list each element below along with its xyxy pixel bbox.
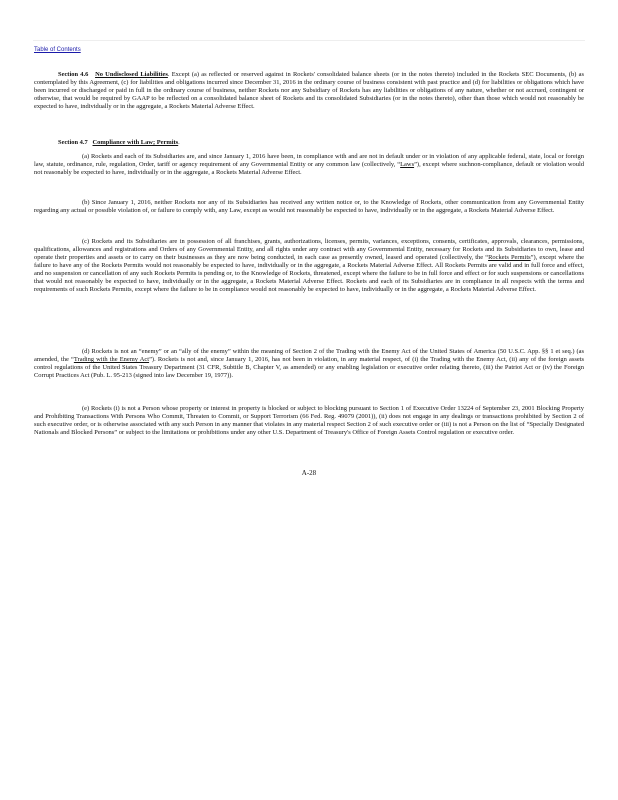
paragraph-d: (d) Rockets is not an “enemy” or an “ally of the enemy” within the meaning of Section 2 of the Trading with the Enemy Act of the United States of America (50 U.S.C. App. §§ 1 et seq.) (as amended, the “Trading with the Enemy Act”). Rockets is not and, since January 1, 2016, has not been in violation, in any material respect, of (i) the Trading with the Enemy Act, (ii) any of the foreign assets control regulations of the United States Treasury Department (31 CFR, Subtitle B, Chapter V, as amended) or any enabling legislation or executive order relating thereto, (iii) the Patriot Act or (iv) the Foreign Corrupt Practices Act (Pub. L. 95-213 (signed into law December 19, 1977)). — [34, 348, 584, 379]
defined-term: Rockets Permits — [488, 254, 531, 261]
section-title: Compliance with Law; Permits — [92, 139, 179, 146]
paragraph-c: (c) Rockets and its Subsidiaries are in possession of all franchises, grants, authorizations, licenses, permits, variances, exceptions, consents, certificates, approvals, clearances, permissions, qualifications, allowances and registrations and Orders of any Governmental Entity, and all rights under any contract with any Governmental Entity, necessary for Rockets and its Subsidiaries to own, lease and operate their properties and assets or to carry on their businesses as they are now being conducted, in each case as presently owned, leased and operated (collectively, the “Rockets Permits”), except where the failure to have any of the Rockets Permits would not reasonably be expected to have, individually or in the aggregate, a Rockets Material Adverse Effect. All Rockets Permits are valid and in full force and effect, and no suspension or cancellation of any such Rockets Permits is pending or, to the Knowledge of Rockets, threatened, except where the failure to be in full force and effect or for such suspensions or cancellations that would not reasonably be expected to have, individually or in the aggregate, a Rockets Material Adverse Effect. Rockets and each of its Subsidiaries are in compliance in all respects with the terms and requirements of such Rockets Permits, except where the failure to be in compliance would not reasonably be expected to have, individually or in the aggregate, a Rockets Material Adverse Effect. — [34, 238, 584, 293]
page-number: A-28 — [301, 469, 317, 477]
defined-term: Laws — [400, 161, 415, 168]
top-divider — [33, 40, 585, 41]
table-of-contents-link[interactable]: Table of Contents — [34, 47, 81, 53]
section-title: No Undisclosed Liabilities — [95, 71, 168, 78]
section-number: Section 4.7 — [58, 139, 88, 146]
section-4-7-heading: Section 4.7 Compliance with Law; Permits. — [58, 139, 180, 146]
paragraph-e: (e) Rockets (i) is not a Person whose property or interest in property is blocked or subject to blocking pursuant to Section 1 of Executive Order 13224 of September 23, 2001 Blocking Property and Prohibiting Transactions With Persons Who Commit, Threaten to Commit, or Support Terrorism (66 Fed. Reg. 49079 (2001)), (ii) does not engage in any dealings or transactions prohibited by Section 2 of such executive order, or is otherwise associated with any such Person in any manner that violates in any material respect Section 2 of such executive order or (iii) is not a Person on the list of “Specially Designated Nationals and Blocked Persons” or subject to the limitations or prohibitions under any other U.S. Department of Treasury's Office of Foreign Assets Control regulation or executive order. — [34, 405, 584, 436]
section-number: Section 4.6 — [58, 71, 89, 78]
paragraph-a: (a) Rockets and each of its Subsidiaries are, and since January 1, 2016 have been, in compliance with and are not in default under or in violation of any applicable federal, state, local or foreign law, statute, ordinance, rule, regulation, Order, tariff or agency requirement of any Governmental Entity or any common law (collectively, “Laws”), except where suchnon-compliance, default or violation would not reasonably be expected to have, individually or in the aggregate, a Rockets Material Adverse Effect. — [34, 153, 585, 176]
section-4-6-paragraph: Section 4.6 No Undisclosed Liabilities. Except (a) as reflected or reserved against in Rockets' consolidated balance sheets (or in the notes thereto) included in the Rockets SEC Documents, (b) as contemplated by this Agreement, (c) for liabilities and obligations incurred since December 31, 2016 in the ordinary course of business consistent with past practice and (d) for liabilities or obligations which have been incurred or discharged or paid in full in the ordinary course of business, neither Rockets nor any Subsidiary of Rockets has any liabilities or obligations of any nature, whether or not accrued, contingent or otherwise, that would be required by GAAP to be reflected on a consolidated balance sheet of Rockets and its consolidated Subsidiaries (or in the notes thereto), other than those which would not reasonably be expected to have, individually or in the aggregate, a Rockets Material Adverse Effect. — [34, 71, 585, 110]
paragraph-b: (b) Since January 1, 2016, neither Rockets nor any of its Subsidiaries has received any written notice or, to the Knowledge of Rockets, other communication from any Governmental Entity regarding any actual or possible violation of, or failure to comply with, any Law, except as would not reasonably be expected to have, individually or in the aggregate, a Rockets Material Adverse Effect. — [34, 199, 584, 214]
defined-term: Trading with the Enemy Act — [73, 356, 150, 363]
